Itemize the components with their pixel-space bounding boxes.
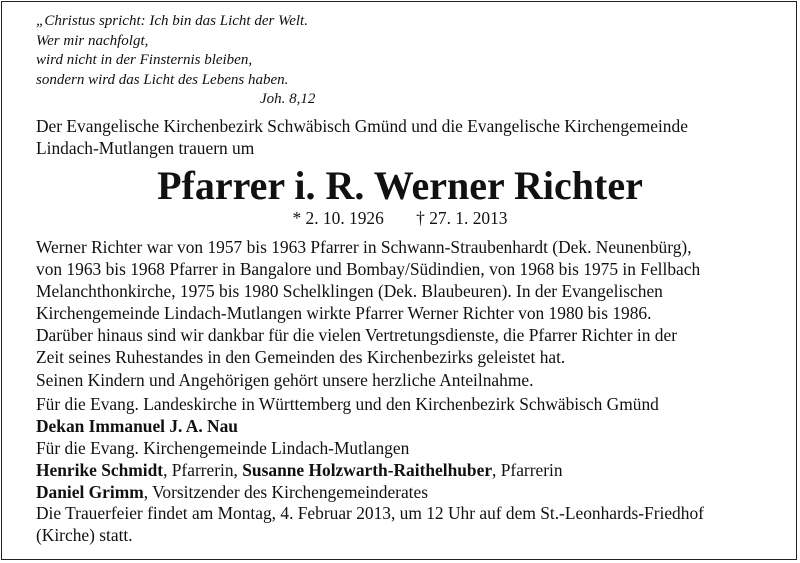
biography-line: Werner Richter war von 1957 bis 1963 Pfarrer in Schwann-Straubenhardt (Dek. Neunenbürg), (36, 237, 692, 257)
biography-line: von 1963 bis 1968 Pfarrer in Bangalore und Bombay/Südindien, von 1968 bis 1975 in Fellbach (36, 259, 701, 280)
pastor-name: Henrike Schmidt (36, 460, 164, 481)
dean-name (36, 415, 781, 437)
biography-line: Melanchthonkirche, 1975 bis 1980 Schelklingen (Dek. Blaubeuren). In der Evangelischen (36, 281, 663, 302)
intro-line: Der Evangelische Kirchenbezirk Schwäbisch Gmünd und die Evangelische Kirchengemeinde (36, 116, 688, 136)
dean-name-text: Dekan Immanuel J. A. Nau (36, 416, 238, 437)
quote-line: Wer mir nachfolgt, (36, 32, 149, 49)
life-dates (0, 207, 800, 229)
funeral-line: (Kirche) statt. (36, 525, 133, 546)
birth-date: * 2. 10. 1926 (292, 208, 384, 228)
biography-line: Darüber hinaus sind wir dankbar für die vielen Vertretungsdienste, die Pfarrer Richter in der (36, 325, 677, 346)
biography-line: Seinen Kindern und Angehörigen gehört unsere herzliche Anteilnahme. (36, 369, 534, 390)
bible-quote (36, 12, 315, 110)
signer-org-line: Für die Evang. Landeskirche in Württemberg und den Kirchenbezirk Schwäbisch Gmünd (36, 394, 659, 414)
biography-text (36, 236, 781, 391)
quote-line: wird nicht in der Finsternis bleiben, (36, 52, 253, 68)
quote-line: „Christus spricht: Ich bin das Licht der Welt. (36, 13, 308, 29)
pastor-role: , Pfarrerin (492, 460, 563, 481)
chair-name: Daniel Grimm (36, 482, 144, 503)
chair-role: , Vorsitzender des Kirchengemeinderates (143, 482, 428, 503)
funeral-notice (36, 502, 781, 546)
funeral-line: Die Trauerfeier findet am Montag, 4. Februar 2013, um 12 Uhr auf dem St.-Leonhards-Friedhof (36, 503, 704, 523)
intro-line: Lindach-Mutlangen trauern um (36, 138, 255, 158)
death-date: † 27. 1. 2013 (416, 208, 508, 228)
quote-line: sondern wird das Licht des Lebens haben. (36, 71, 289, 88)
biography-line: Kirchengemeinde Lindach-Mutlangen wirkte Pfarrer Werner Richter von 1980 bis 1986. (36, 303, 652, 324)
quote-reference: Joh. 8,12 (260, 91, 316, 107)
chair-line (36, 481, 781, 503)
pastors-line (36, 459, 781, 481)
signer-org-line: Für die Evang. Kirchengemeinde Lindach-Mutlangen (36, 438, 410, 459)
pastor-role: , Pfarrerin, (163, 460, 243, 481)
pastor-name: Susanne Holzwarth-Raithelhuber (242, 460, 493, 481)
biography-line: Zeit seines Ruhestandes in den Gemeinden des Kirchenbezirks geleistet hat. (36, 347, 566, 368)
intro-text (36, 115, 776, 159)
signers-block (36, 393, 781, 503)
deceased-name: Pfarrer i. R. Werner Richter (157, 163, 643, 208)
